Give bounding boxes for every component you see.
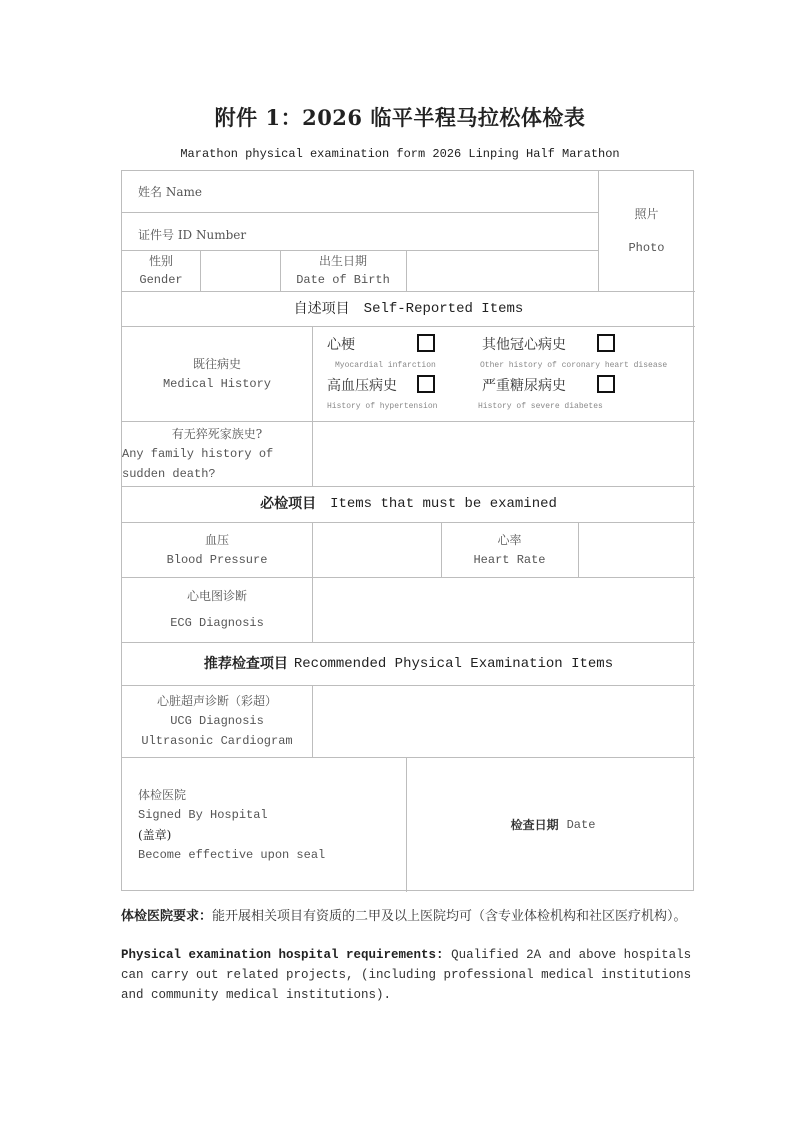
ucg-label-cell xyxy=(122,685,312,757)
dob-label-en: Date of Birth xyxy=(296,272,390,287)
ucg-label-en1: UCG Diagnosis xyxy=(170,714,264,728)
medical-history-label-en: Medical History xyxy=(162,376,272,391)
ecg-label-zh: 心电图诊断 xyxy=(186,588,247,603)
seal-label-zh: (盖章) xyxy=(138,827,172,842)
blood-pressure-label-cell xyxy=(122,522,312,577)
family-history-label-en: Any family history of sudden death? xyxy=(122,446,274,481)
condition-hypertension-en: History of hypertension xyxy=(327,402,438,411)
ucg-label-en2: Ultrasonic Cardiogram xyxy=(141,734,293,748)
exam-date-label-zh: 检查日期 xyxy=(510,817,559,832)
photo-label-en: Photo xyxy=(628,241,665,255)
blood-pressure-label-en: Blood Pressure xyxy=(166,552,268,567)
exam-date-box[interactable] xyxy=(411,757,695,892)
checkbox-severe-diabetes[interactable] xyxy=(597,375,615,393)
recommended-header-en: Recommended Physical Examination Items xyxy=(293,655,614,672)
hospital-label-en: Signed By Hospital xyxy=(138,807,268,822)
medical-history-label-zh: 既往病史 xyxy=(192,356,241,371)
blood-pressure-input[interactable] xyxy=(312,522,441,577)
hospital-requirements-zh xyxy=(121,908,696,925)
gender-label-zh: 性别 xyxy=(148,253,173,268)
condition-hypertension-label: 高血压病史 xyxy=(327,378,397,394)
id-number-field[interactable] xyxy=(138,212,598,250)
ucg-diagnosis-input[interactable] xyxy=(312,685,695,757)
gender-input[interactable] xyxy=(200,250,280,291)
exam-form-table xyxy=(121,170,694,891)
requirements-text-en: Qualified 2A and above hospitals can carry out related projects, (including professional medical institutions and community medical institutions). xyxy=(121,948,692,1002)
seal-label-en: Become effective upon seal xyxy=(138,847,326,862)
self-reported-header-zh: 自述项目 xyxy=(293,300,350,317)
recommended-header-zh: 推荐检查项目 xyxy=(203,655,288,672)
condition-diabetes-label: 严重糖尿病史 xyxy=(482,378,566,394)
dob-input[interactable] xyxy=(406,250,598,291)
requirements-label-zh: 体检医院要求： xyxy=(121,909,213,924)
section-recommended-items xyxy=(122,642,695,685)
id-number-label: 证件号 ID Number xyxy=(138,228,247,242)
heart-rate-label-zh: 心率 xyxy=(497,532,522,547)
requirements-label-en: Physical examination hospital requirements: xyxy=(121,948,444,962)
heart-rate-label-cell xyxy=(441,522,578,577)
blood-pressure-label-zh: 血压 xyxy=(204,532,229,547)
self-reported-header-en: Self-Reported Items xyxy=(363,300,524,317)
name-label: 姓名 Name xyxy=(138,184,202,199)
required-header-en: Items that must be examined xyxy=(330,496,557,512)
condition-coronary-en: Other history of coronary heart disease xyxy=(480,361,668,370)
dob-label-cell xyxy=(280,250,406,291)
condition-diabetes-en: History of severe diabetes xyxy=(478,402,603,411)
exam-date-label-en: Date xyxy=(566,817,596,832)
section-self-reported xyxy=(122,291,695,326)
section-required-items xyxy=(122,486,695,522)
gender-label-cell xyxy=(122,250,200,291)
checkbox-hypertension[interactable] xyxy=(417,375,435,393)
heart-rate-input[interactable] xyxy=(578,522,695,577)
ecg-label-en: ECG Diagnosis xyxy=(170,615,264,630)
name-field[interactable] xyxy=(138,171,598,212)
requirements-text-zh: 能开展相关项目有资质的二甲及以上医院均可（含专业体检机构和社区医疗机构）。 xyxy=(212,909,687,924)
form-subtitle: Marathon physical examination form 2026 Linping Half Marathon xyxy=(180,147,620,161)
family-history-input[interactable] xyxy=(312,421,695,486)
heart-rate-label-en: Heart Rate xyxy=(473,552,546,567)
dob-label-zh: 出生日期 xyxy=(318,253,367,268)
family-history-label-cell xyxy=(122,421,312,486)
condition-myocardial-label: 心梗 xyxy=(327,337,355,353)
condition-myocardial-en: Myocardial infarction xyxy=(335,361,436,370)
hospital-signature-box[interactable] xyxy=(138,757,406,892)
medical-history-label-cell xyxy=(122,326,312,421)
required-header-zh: 必检项目 xyxy=(260,496,317,512)
photo-label-zh: 照片 xyxy=(634,207,659,221)
ecg-diagnosis-input[interactable] xyxy=(312,577,695,642)
gender-label-en: Gender xyxy=(139,272,183,287)
checkbox-coronary-heart-disease[interactable] xyxy=(597,334,615,352)
checkbox-myocardial-infarction[interactable] xyxy=(417,334,435,352)
hospital-requirements-en xyxy=(121,945,696,1005)
form-title: 附件 1：2026 临平半程马拉松体检表 xyxy=(214,105,586,130)
ecg-label-cell xyxy=(122,577,312,642)
photo-box[interactable] xyxy=(598,171,695,291)
hospital-label-zh: 体检医院 xyxy=(138,787,187,802)
condition-coronary-label: 其他冠心病史 xyxy=(482,337,566,353)
family-history-label-zh: 有无猝死家族史? xyxy=(171,426,263,441)
ucg-label-zh: 心脏超声诊断（彩超） xyxy=(156,694,277,708)
